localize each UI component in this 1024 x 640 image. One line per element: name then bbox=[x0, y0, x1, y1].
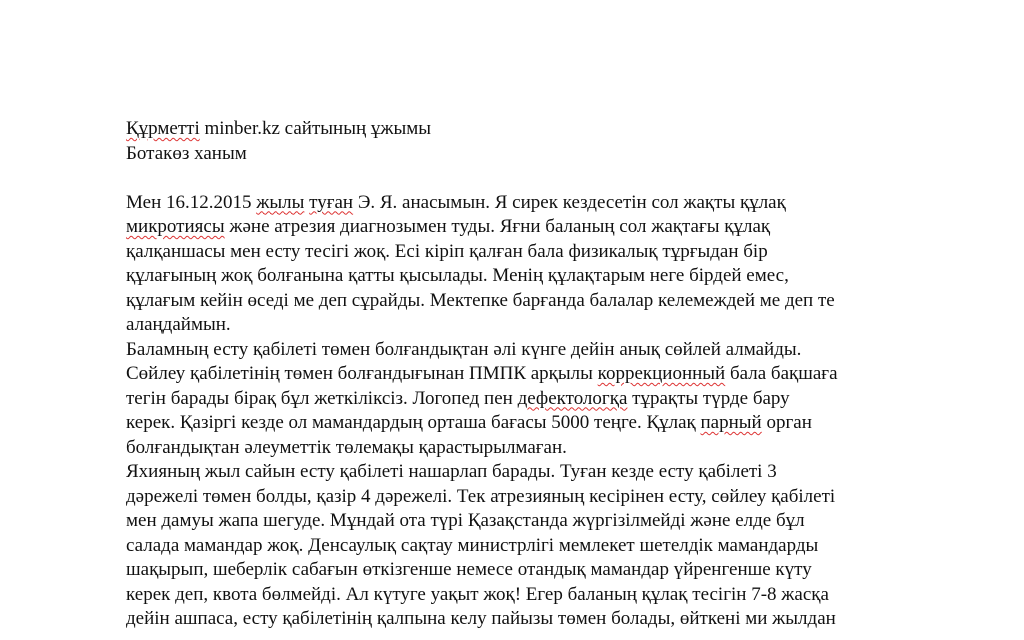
spellcheck-word: жылы bbox=[256, 191, 305, 213]
blank-line bbox=[126, 166, 986, 191]
paragraph-line: дәрежелі төмен болды, қазір 4 дәрежелі. Тек атрезияның кесірінен есту, сөйлеу қабілеті bbox=[126, 485, 836, 507]
paragraph-line: құлағының жоқ болғанына қатты қысылады. Менің құлақтарым неге бірдей емес, bbox=[126, 265, 789, 286]
paragraph-line: алаңдаймын. bbox=[126, 314, 231, 335]
paragraph-line: құлағым кейін өседі ме деп сұрайды. Мектепке барғанда балалар келемеждей ме деп те bbox=[126, 289, 835, 311]
spellcheck-word: парный bbox=[700, 412, 762, 433]
spellcheck-word: дефектологқа bbox=[517, 387, 628, 409]
paragraph-line: болғандықтан әлеуметтік төлемақы қарастырылмаған. bbox=[126, 436, 567, 458]
letter-body bbox=[126, 117, 986, 632]
spellcheck-word: туған bbox=[309, 191, 354, 213]
spellcheck-word: микротиясы bbox=[126, 216, 225, 237]
paragraph-line: Яхияның жыл сайын есту қабілеті нашарлап барады. Туған кезде есту қабілеті 3 bbox=[126, 461, 777, 482]
paragraph-line: микротиясы және атрезия диагнозымен туды. Яғни баланың сол жақтағы құлақ bbox=[126, 216, 771, 237]
paragraph-line: Мен 16.12.2015 жылы туған Э. Я. анасымын. Я сирек кездесетін сол жақты құлақ bbox=[126, 191, 786, 213]
paragraph-line: салада мамандар жоқ. Денсаулық сақтау министрлігі мемлекет шетелдік мамандарды bbox=[126, 534, 819, 556]
paragraph-line: Сөйлеу қабілетінің төмен болғандығынан ПМПК арқылы коррекционный бала бақшаға bbox=[126, 363, 838, 384]
paragraph-line: керек деп, квота бөлмейді. Ал күтуге уақыт жоқ! Егер баланың құлақ тесігін 7-8 жасқа bbox=[126, 583, 829, 605]
paragraph-line: керек. Қазіргі кезде ол мамандардың орташа бағасы 5000 теңге. Құлақ парный орган bbox=[126, 412, 812, 433]
spellcheck-word: коррекционный bbox=[597, 363, 726, 384]
greeting-line-2: Ботакөз ханым bbox=[126, 142, 247, 164]
paragraph-line: шақырып, шеберлік сабағын өткізгенше немесе отандық мамандар үйренгенше күту bbox=[126, 559, 812, 580]
paragraph-line: Баламның есту қабілеті төмен болғандықтан әлі күнге дейін анық сөйлей алмайды. bbox=[126, 338, 802, 360]
paragraph-line: мен дамуы жапа шегуде. Мұндай ота түрі Қазақстанда жүргізілмейді және елде бұл bbox=[126, 510, 805, 531]
greeting-line-1: Құрметті minber.kz сайтының ұжымы bbox=[126, 118, 432, 139]
paragraph-line: қалқаншасы мен есту тесігі жоқ. Есі кіріп қалған бала физикалық тұрғыдан бір bbox=[126, 240, 768, 262]
paragraph-line: тегін барады бірақ бұл жеткіліксіз. Логопед пен дефектологқа тұрақты түрде бару bbox=[126, 387, 790, 409]
paragraph-line: дейін ашпаса, есту қабілетінің қалпына келу пайызы төмен болады, өйткені ми жылдан bbox=[126, 608, 836, 629]
spellcheck-word: Құрметті bbox=[126, 118, 200, 139]
